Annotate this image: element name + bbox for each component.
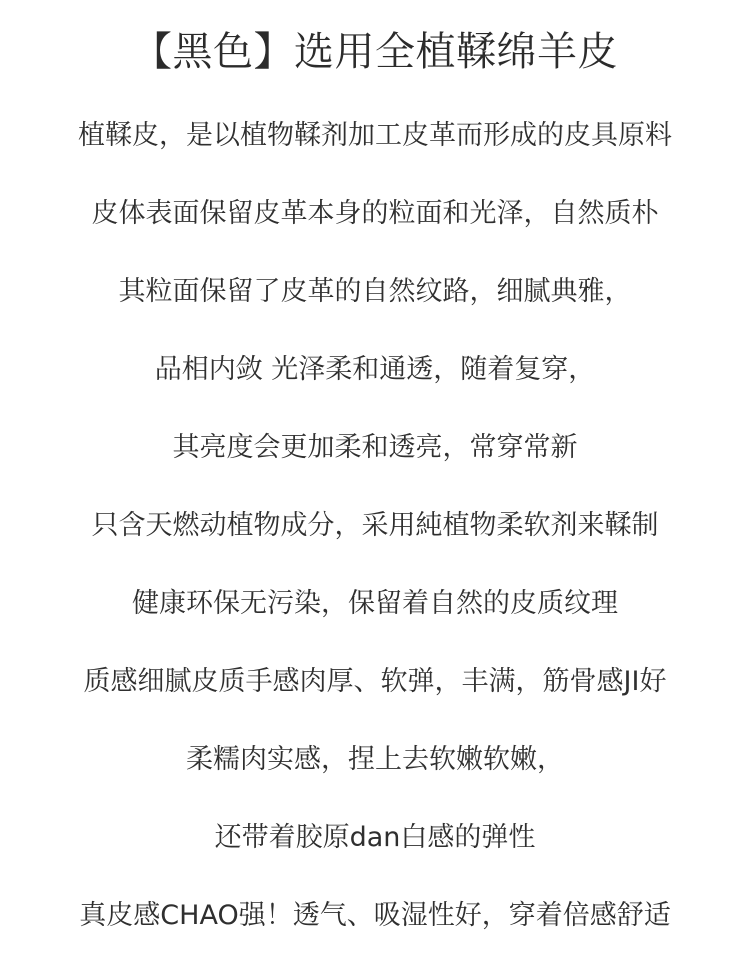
description-line-2: 皮体表面保留皮革本身的粒面和光泽，自然质朴 [91, 198, 659, 229]
page-title: 【黑色】选用全植鞣绵羊皮 [132, 29, 618, 75]
description-list [0, 110, 750, 968]
description-line-3: 其粒面保留了皮革的自然纹路，细腻典雅， [118, 276, 632, 307]
description-line-4: 品相内敛 光泽柔和通透，随着复穿， [154, 354, 596, 385]
description-line-1: 植鞣皮，是以植物鞣剂加工皮革而形成的皮具原料 [78, 120, 672, 151]
description-line-10: 还带着胶原dan白感的弹性 [214, 822, 536, 853]
description-line-9: 柔糯肉实感，捏上去软嫩软嫩， [186, 744, 564, 775]
description-line-6: 只含天燃动植物成分，采用純植物柔软剂来鞣制 [91, 510, 659, 541]
description-line-7: 健康环保无污染，保留着自然的皮质纹理 [132, 588, 618, 619]
description-line-5: 其亮度会更加柔和透亮，常穿常新 [172, 432, 578, 463]
description-line-11: 真皮感CHAO强！透气、吸湿性好，穿着倍感舒适 [79, 900, 671, 931]
description-line-8: 质感细腻皮质手感肉厚、软弹，丰满，筋骨感JI好 [83, 666, 667, 697]
